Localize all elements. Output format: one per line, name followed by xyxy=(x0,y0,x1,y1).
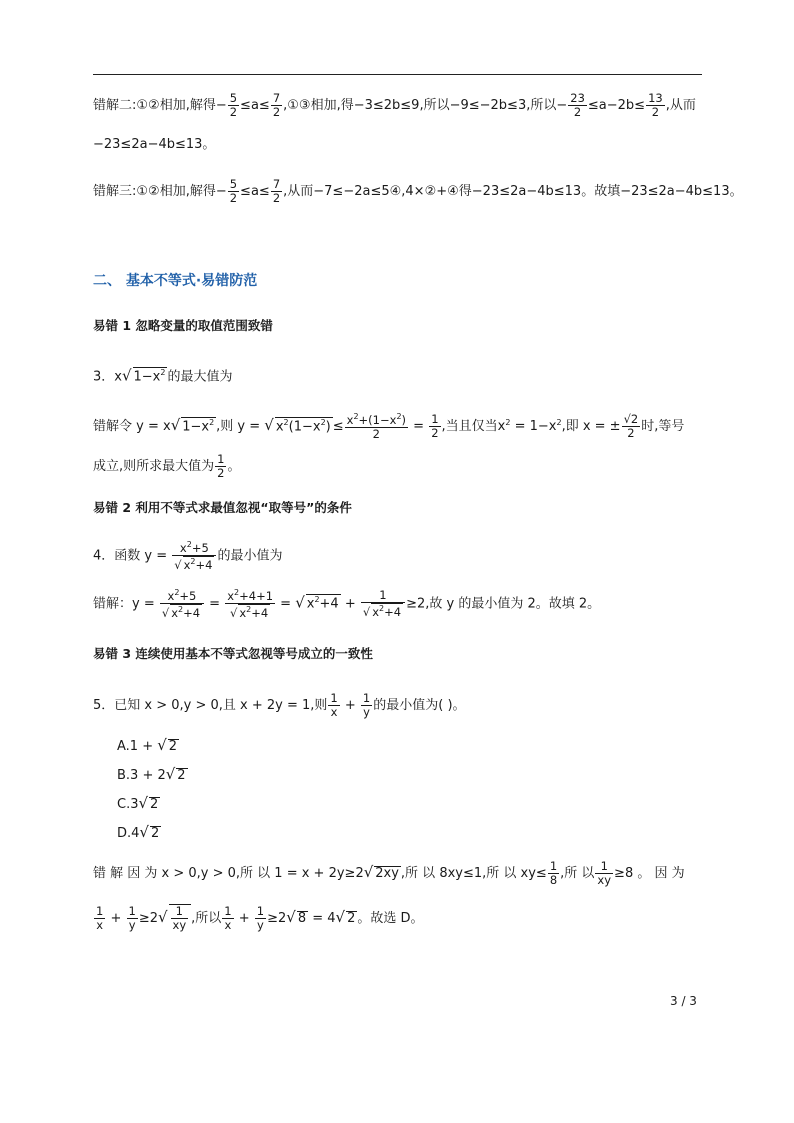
question-5: 5．已知 x > 0,y > 0,且 x + 2y = 1,则 $\frac{1}{x}$ + $\frac{1}{y}$ 的最小值为( )。 xyxy=(93,691,466,720)
option-d: D.4√ 2 xyxy=(117,823,160,841)
page-number: 3 / 3 xyxy=(670,994,697,1008)
question-4-solution: 错解：y = $\frac{x^2+5}{√ x^2+4}$ = $\frac{x^2+4+1}{√ x^2+4}$ = √ $x^2+4$ + $\frac{1}{√ x^2+4}$ ≥2,故 y 的最小值为 2。故填 2。 xyxy=(93,587,601,620)
pitfall-3-title: 易错 3 连续使用基本不等式忽视等号成立的一致性 xyxy=(93,646,373,661)
error-solution-2-line2: −23≤2a−4b≤13。 xyxy=(93,137,216,152)
question-5-solution-line2: $\frac{1}{x}$ + $\frac{1}{y}$ ≥2√ $\frac{1}{xy}$ ,所以 $\frac{1}{x}$ + $\frac{1}{y}$ ≥2√ 8 = 4√ 2 。故选 D。 xyxy=(96,904,424,933)
question-3: 3．x√ $1-x^2$ 的最大值为 xyxy=(93,366,233,385)
pitfall-1-title: 易错 1 忽略变量的取值范围致错 xyxy=(93,318,273,333)
question-3-solution-line2: 成立,则所求最大值为 $\frac{1}{2}$ 。 xyxy=(93,452,241,481)
section-heading: 二、 基本不等式·易错防范 xyxy=(93,273,258,289)
error-solution-2-line1: 错解二:①②相加,解得− $\frac{5}{2}$ ≤a≤ $\frac{7}{2}$ ,①③相加,得−3≤2b≤9,所以−9≤−2b≤3,所以− $\frac{23}{2}$ ≤a−2b≤ $\frac{13}{2}$ ,从而 xyxy=(93,91,696,120)
question-5-solution-line1: 错 解 因 为 x > 0,y > 0,所 以 1 = x + 2y≥2√ 2xy ,所 以 8xy≤1,所 以 xy≤ $\frac{1}{8}$ ,所 以 $\frac{1}{xy}$ ≥8 。 因 为 xyxy=(93,859,685,888)
question-4: 4．函数 y = $\frac{x^2+5}{√ x^2+4}$ 的最小值为 xyxy=(93,540,283,572)
error-solution-3: 错解三:①②相加,解得− $\frac{5}{2}$ ≤a≤ $\frac{7}{2}$ ,从而−7≤−2a≤5④,4×②+④得−23≤2a−4b≤13。故填−23≤2a−4b≤13。 xyxy=(93,177,743,206)
pitfall-2-title: 易错 2 利用不等式求最值忽视“取等号”的条件 xyxy=(93,500,352,515)
header-rule xyxy=(93,74,702,75)
option-c: C.3√ 2 xyxy=(117,794,159,812)
option-a: A.1 + √ 2 xyxy=(117,736,178,754)
option-b: B.3 + 2√ 2 xyxy=(117,765,186,783)
question-3-solution-line1: 错解令 y = x√ $1-x^2$ ,则 y = √ $x^2(1-x^2)$ ≤ $\frac{x^2+(1-x^2)}{2}$ = $\frac{1}{2}$ ,当且仅当$x^2 = 1-x^2$,即 x = ± $\frac{√2}{2}$ 时,等号 xyxy=(93,411,685,442)
